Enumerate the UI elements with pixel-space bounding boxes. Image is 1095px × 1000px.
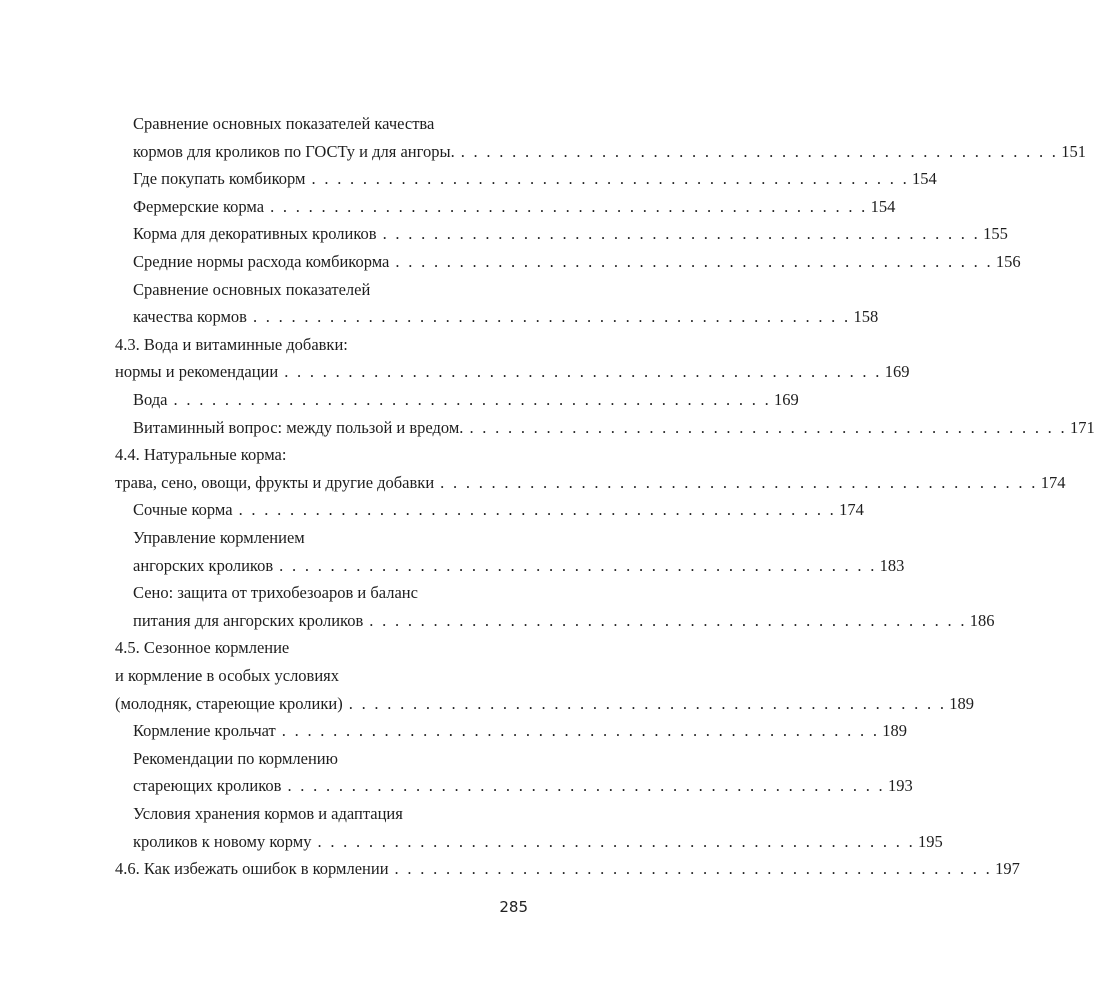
toc-page-number: 154	[912, 169, 937, 189]
dot-leader: . . . . . . . . . . . . . . . . . . . . . . . . . . . . . . . . . . . . . . . . . . . . . . .	[348, 693, 947, 713]
toc-entry-title: качества кормов	[133, 307, 247, 327]
dot-leader: . . . . . . . . . . . . . . . . . . . . . . . . . . . . . . . . . . . . . . . . . . . . . . .	[173, 390, 772, 409]
toc-page-number: 158	[853, 307, 879, 327]
toc-entry	[133, 214, 1008, 244]
toc-page-number: 151	[1061, 141, 1086, 161]
toc-entry-line	[115, 325, 528, 355]
toc-entry-line	[115, 435, 528, 465]
toc-entry	[133, 297, 879, 327]
toc-entry	[115, 849, 1020, 879]
toc-page-number: 189	[882, 721, 908, 741]
toc-entry-title: кормов для кроликов по ГОСТу и для ангоры.	[133, 141, 455, 161]
dot-leader: . . . . . . . . . . . . . . . . . . . . . . . . . . . . . . . . . . . . . . . . . . . . . . .	[394, 859, 993, 879]
toc-entry	[115, 352, 910, 382]
toc-page-number: 193	[887, 776, 913, 796]
toc-page-number: 186	[969, 610, 995, 630]
toc-entry	[133, 766, 913, 796]
toc-entry-title: Условия хранения кормов и адаптация	[133, 804, 403, 823]
toc-page-number: 174	[1040, 472, 1066, 492]
dot-leader: . . . . . . . . . . . . . . . . . . . . . . . . . . . . . . . . . . . . . . . . . . . . . . .	[279, 555, 877, 575]
toc-entry-title: 4.3. Вода и витаминные добавки:	[115, 334, 348, 354]
dot-leader: . . . . . . . . . . . . . . . . . . . . . . . . . . . . . . . . . . . . . . . . . . . . . . .	[382, 224, 981, 244]
dot-leader: . . . . . . . . . . . . . . . . . . . . . . . . . . . . . . . . . . . . . . . . . . . . . . .	[252, 307, 851, 327]
toc-entry-title: стареющих кроликов	[133, 776, 282, 796]
toc-entry-title: Вода	[133, 390, 168, 409]
toc-entry-title: Средние нормы расхода комбикорма	[133, 252, 390, 271]
dot-leader: . . . . . . . . . . . . . . . . . . . . . . . . . . . . . . . . . . . . . . . . . . . . . . .	[287, 776, 885, 796]
toc-entry-title: Витаминный вопрос: между пользой и вредом.	[133, 417, 464, 437]
toc-entry-title: (молодняк, стареющие кролики)	[115, 693, 343, 713]
toc-entry-line	[133, 104, 528, 134]
toc-entry	[115, 463, 1066, 493]
toc-page-number: 197	[995, 859, 1020, 879]
toc-entry-title: Сравнение основных показателей качества	[133, 114, 435, 133]
toc-page-number: 169	[774, 390, 799, 409]
toc-entry-title: Фермерские корма	[133, 196, 265, 216]
toc-entry-title: Корма для декоративных кроликов	[133, 224, 377, 244]
toc-page-number: 169	[884, 362, 910, 382]
toc-entry	[133, 711, 908, 741]
toc-entry-line	[133, 270, 528, 300]
toc-entry-title: питания для ангорских кроликов	[133, 610, 364, 630]
dot-leader: . . . . . . . . . . . . . . . . . . . . . . . . . . . . . . . . . . . . . . . . . . . . . . .	[317, 831, 916, 851]
dot-leader: . . . . . . . . . . . . . . . . . . . . . . . . . . . . . . . . . . . . . . . . . . . . . . .	[460, 141, 1059, 161]
toc-page-number: 189	[949, 693, 974, 713]
toc-entry-line	[115, 628, 528, 658]
toc-entry-line	[133, 794, 528, 824]
toc-entry-title: 4.6. Как избежать ошибок в кормлении	[115, 859, 389, 879]
toc-entry-title: Управление кормлением	[133, 528, 305, 547]
dot-leader: . . . . . . . . . . . . . . . . . . . . . . . . . . . . . . . . . . . . . . . . . . . . . . .	[369, 610, 967, 630]
toc-entry-title: 4.4. Натуральные корма:	[115, 445, 287, 465]
dot-leader: . . . . . . . . . . . . . . . . . . . . . . . . . . . . . . . . . . . . . . . . . . . . . . .	[281, 721, 880, 741]
toc-entry-title: кроликов к новому корму	[133, 831, 312, 851]
dot-leader: . . . . . . . . . . . . . . . . . . . . . . . . . . . . . . . . . . . . . . . . . . . . . . .	[284, 362, 882, 382]
toc-entry-title: Сравнение основных показателей	[133, 279, 371, 299]
toc-entry	[133, 822, 943, 852]
dot-leader: . . . . . . . . . . . . . . . . . . . . . . . . . . . . . . . . . . . . . . . . . . . . . . .	[469, 417, 1067, 437]
toc-entry-title: нормы и рекомендации	[115, 362, 279, 382]
dot-leader: . . . . . . . . . . . . . . . . . . . . . . . . . . . . . . . . . . . . . . . . . . . . . . .	[311, 169, 910, 189]
toc-page-number: 174	[839, 500, 864, 520]
toc-page-number: 183	[879, 555, 905, 575]
toc-page-number: 156	[995, 252, 1021, 271]
page-number: 285	[499, 898, 528, 916]
toc-entry	[133, 408, 1095, 438]
dot-leader: . . . . . . . . . . . . . . . . . . . . . . . . . . . . . . . . . . . . . . . . . . . . . . .	[238, 500, 837, 520]
toc-entry-line	[133, 739, 528, 769]
toc-page-number: 195	[918, 831, 943, 851]
toc-entry-title: Сено: защита от трихобезоаров и баланс	[133, 583, 418, 603]
toc-entry-title: 4.5. Сезонное кормление	[115, 638, 290, 658]
toc-entry-title: и кормление в особых условиях	[115, 666, 340, 685]
toc-entry	[115, 684, 974, 714]
toc-entry	[133, 132, 1086, 162]
toc-entry	[133, 601, 995, 631]
toc-entry	[133, 242, 1021, 272]
toc-entry-line	[133, 518, 528, 548]
toc-entry-line	[133, 573, 528, 603]
dot-leader: . . . . . . . . . . . . . . . . . . . . . . . . . . . . . . . . . . . . . . . . . . . . . . .	[440, 472, 1038, 492]
toc-entry-title: Рекомендации по кормлению	[133, 748, 338, 768]
toc-entry	[133, 490, 864, 520]
toc-entry-title: Кормление крольчат	[133, 721, 276, 741]
toc-page-number: 155	[983, 224, 1008, 244]
toc-entry-title: ангорских кроликов	[133, 555, 274, 575]
toc-entry	[133, 159, 937, 189]
toc-entry-title: трава, сено, овощи, фрукты и другие добавки	[115, 472, 435, 492]
toc-entry	[133, 187, 896, 217]
toc-page-number: 154	[870, 196, 896, 216]
toc-entry	[133, 546, 905, 576]
toc-entry-line	[115, 656, 528, 686]
dot-leader: . . . . . . . . . . . . . . . . . . . . . . . . . . . . . . . . . . . . . . . . . . . . . . .	[270, 196, 868, 216]
toc-entry-title: Где покупать комбикорм	[133, 169, 306, 189]
toc-entry-title: Сочные корма	[133, 500, 233, 520]
toc-page-number: 171	[1069, 417, 1095, 437]
dot-leader: . . . . . . . . . . . . . . . . . . . . . . . . . . . . . . . . . . . . . . . . . . . . . . .	[395, 252, 993, 271]
toc-entry	[133, 380, 799, 410]
